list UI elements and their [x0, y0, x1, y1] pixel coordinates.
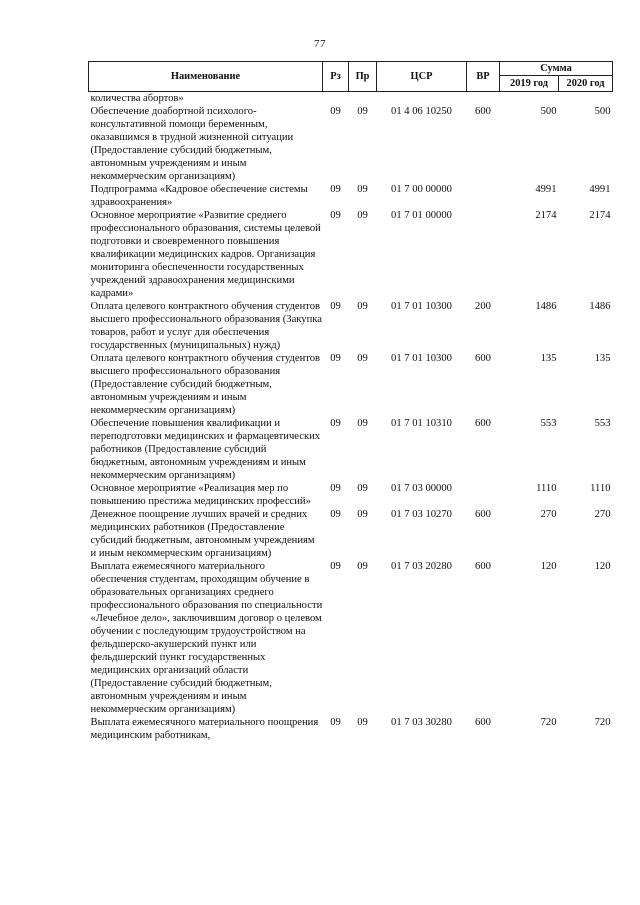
row-csr: 01 7 01 10300 [391, 353, 452, 364]
row-vr [467, 482, 500, 508]
header-pr: Пр [349, 62, 377, 92]
row-csr: 01 7 01 00000 [391, 210, 452, 221]
row-csr: 01 7 03 10270 [391, 509, 452, 520]
table-row [89, 105, 613, 183]
row-sum-2020: 1110 [590, 483, 611, 494]
row-vr: 600 [475, 353, 491, 364]
row-pr: 09 [357, 210, 368, 221]
row-vr [467, 209, 500, 300]
row-sum-2019: 1486 [535, 301, 557, 312]
row-name: Обеспечение повышения квалификации и переподготовки медицинских и фармацевтических работников (Предоставление субсидий бюджетным, автономным учреждениям и иным некоммерческим организациям) [90, 418, 321, 481]
row-rz: 09 [330, 717, 341, 728]
row-sum-2020: 500 [594, 106, 611, 117]
header-year-2019: 2019 год [500, 76, 559, 92]
row-rz: 09 [330, 509, 341, 520]
row-name: Оплата целевого контрактного обучения студентов высшего профессионального образования (Предоставление субсидий бюджетным, автономным учреждениям и иным некоммерческим организациям) [90, 353, 321, 416]
continuation-row [89, 92, 613, 106]
row-pr: 09 [357, 353, 368, 364]
table-row [89, 183, 613, 209]
header-csr: ЦСР [377, 62, 467, 92]
row-sum-2019: 2174 [535, 210, 557, 221]
table-row [89, 560, 613, 716]
row-pr: 09 [357, 483, 368, 494]
row-sum-2019: 553 [540, 418, 557, 429]
row-sum-2019: 720 [540, 717, 557, 728]
table-header [89, 62, 613, 92]
table-row [89, 508, 613, 560]
header-year-2020: 2020 год [559, 76, 613, 92]
table-body [89, 92, 613, 743]
table-row [89, 716, 613, 742]
row-vr: 600 [475, 418, 491, 429]
row-sum-2019: 4991 [535, 184, 557, 195]
row-pr: 09 [357, 717, 368, 728]
row-rz: 09 [330, 184, 341, 195]
table-row [89, 417, 613, 482]
row-name: Денежное поощрение лучших врачей и средних медицинских работников (Предоставление субсидий бюджетным, автономным учреждениям и иным некоммерческим организациям) [90, 509, 315, 559]
row-pr: 09 [357, 418, 368, 429]
row-sum-2019: 120 [540, 561, 557, 572]
table-row [89, 209, 613, 300]
row-pr: 09 [357, 509, 368, 520]
row-csr: 01 7 03 30280 [391, 717, 452, 728]
table-row [89, 300, 613, 352]
row-name: Подпрограмма «Кадровое обеспечение системы здравоохранения» [90, 184, 308, 208]
row-sum-2020: 720 [594, 717, 611, 728]
row-sum-2020: 270 [594, 509, 611, 520]
table-row [89, 352, 613, 417]
row-name: Обеспечение доабортной психолого-консультативной помощи беременным, оказавшимся в трудной жизненной ситуации (Предоставление субсидий бюджетным, автономным учреждениям и иным некоммерческим организациям) [90, 106, 294, 182]
row-sum-2020: 120 [594, 561, 611, 572]
row-vr: 600 [475, 561, 491, 572]
row-pr: 09 [357, 184, 368, 195]
row-vr [467, 183, 500, 209]
row-csr: 01 7 00 00000 [391, 184, 452, 195]
header-rz: Рз [323, 62, 349, 92]
row-sum-2020: 2174 [589, 210, 611, 221]
row-name: Выплата ежемесячного материального поощрения медицинским работникам, [90, 717, 319, 741]
row-rz: 09 [330, 561, 341, 572]
row-name: Выплата ежемесячного материального обеспечения студентам, проходящим обучение в образовательных организациях среднего профессионального образования по специальности «Лечебное дело», заключившим договор о целевом обучении с последующим трудоустройством на фельдшерско-акушерский пункт или фельдшерский пункт государственных медицинских организаций области (Предоставление субсидий бюджетным, автономным учреждениям и иным некоммерческим организациям) [90, 561, 323, 715]
row-rz: 09 [330, 301, 341, 312]
row-sum-2019: 135 [540, 353, 557, 364]
row-csr: 01 7 01 10300 [391, 301, 452, 312]
header-vr: ВР [467, 62, 500, 92]
row-vr: 600 [475, 717, 491, 728]
row-sum-2019: 1110 [536, 483, 557, 494]
row-csr: 01 7 01 10310 [391, 418, 452, 429]
row-sum-2020: 135 [594, 353, 611, 364]
row-rz: 09 [330, 483, 341, 494]
row-vr: 200 [475, 301, 491, 312]
table-row [89, 482, 613, 508]
row-sum-2019: 500 [540, 106, 557, 117]
header-sum: Сумма [500, 62, 613, 76]
continuation-text: количества абортов» [90, 93, 184, 104]
row-csr: 01 7 03 00000 [391, 483, 452, 494]
row-rz: 09 [330, 353, 341, 364]
row-sum-2020: 553 [594, 418, 611, 429]
row-pr: 09 [357, 301, 368, 312]
row-rz: 09 [330, 210, 341, 221]
row-pr: 09 [357, 106, 368, 117]
row-sum-2020: 1486 [589, 301, 611, 312]
row-csr: 01 4 06 10250 [391, 106, 452, 117]
row-vr: 600 [475, 106, 491, 117]
row-sum-2019: 270 [540, 509, 557, 520]
header-name: Наименование [89, 62, 323, 92]
row-pr: 09 [357, 561, 368, 572]
row-name: Основное мероприятие «Реализация мер по повышению престижа медицинских профессий» [90, 483, 311, 507]
row-csr: 01 7 03 20280 [391, 561, 452, 572]
row-sum-2020: 4991 [589, 184, 611, 195]
page-number: 77 [314, 38, 326, 50]
row-rz: 09 [330, 106, 341, 117]
row-rz: 09 [330, 418, 341, 429]
budget-table [88, 61, 613, 742]
row-vr: 600 [475, 509, 491, 520]
row-name: Оплата целевого контрактного обучения студентов высшего профессионального образования (Закупка товаров, работ и услуг для обеспечения государственных (муниципальных) нужд) [90, 301, 322, 351]
row-name: Основное мероприятие «Развитие среднего профессионального образования, системы целевой подготовки и своевременного повышения квалификации медицинских кадров. Организация мониторинга обеспеченности государственных учреждений здравоохранения медицинскими кадрами» [90, 210, 321, 299]
